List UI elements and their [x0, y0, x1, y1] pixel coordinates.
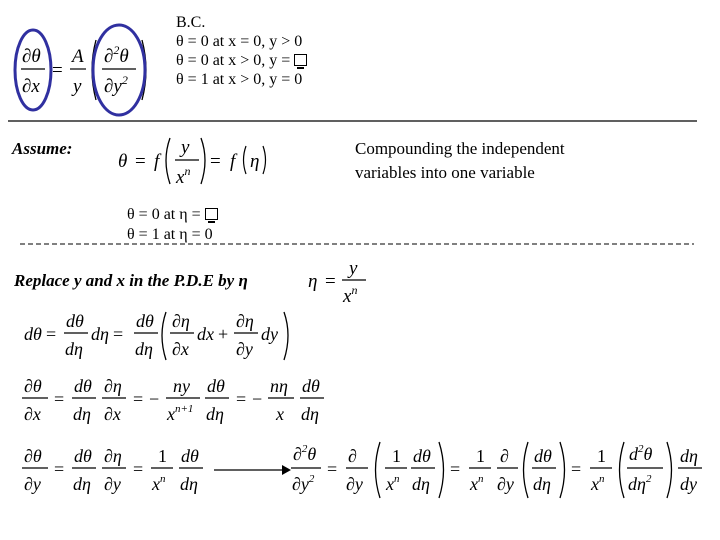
svg-text:∂y2: $\partial y^2$	[292, 473, 315, 494]
bc-title: B.C.	[176, 14, 206, 31]
svg-text:∂x: ∂x	[172, 339, 189, 359]
svg-text:=: =	[54, 389, 65, 409]
svg-text:=: =	[113, 324, 124, 344]
eta-cond-2: θ = 1 at η = 0	[127, 226, 213, 243]
svg-text:∂2θ: ∂$^2$θ	[104, 43, 129, 67]
svg-text:=: =	[325, 271, 336, 292]
svg-text:dy: dy	[261, 324, 278, 344]
svg-text:−: −	[149, 389, 160, 409]
svg-text:∂y: ∂y	[346, 474, 363, 494]
svg-text:∂: ∂	[348, 446, 357, 466]
note-line-1: Compounding the independent	[355, 139, 565, 158]
svg-text:dη: dη	[73, 474, 91, 494]
svg-text:dθ: dθ	[66, 311, 84, 331]
svg-text:−: −	[252, 389, 263, 409]
svg-text:dη: dη	[533, 474, 551, 494]
svg-text:dθ: dθ	[413, 446, 431, 466]
svg-text:1: 1	[476, 446, 485, 466]
svg-text:xn: $x^n$	[176, 164, 191, 188]
svg-text:=: =	[52, 60, 63, 81]
pde-equation	[15, 25, 146, 115]
replace-text: Replace y and x in the P.D.E by η	[14, 271, 248, 290]
svg-text:ny: ny	[173, 376, 190, 396]
svg-text:dη: dη	[206, 404, 224, 424]
svg-text:d2θ: $d^2\theta$	[629, 443, 653, 464]
x-derivative-equation	[22, 376, 324, 424]
svg-text:=: =	[46, 324, 57, 344]
assume-equation	[118, 137, 266, 188]
svg-text:=: =	[133, 459, 144, 479]
svg-text:f: f	[230, 151, 236, 172]
svg-text:xn: $x^n$	[152, 473, 166, 494]
svg-text:=: =	[236, 389, 247, 409]
svg-text:∂y: ∂y	[497, 474, 514, 494]
svg-text:∂η: ∂η	[236, 311, 254, 331]
svg-text:dx: dx	[197, 324, 214, 344]
svg-text:∂η: ∂η	[104, 376, 122, 396]
bc-line-1: θ = 0 at x = 0, y > 0	[176, 33, 303, 50]
svg-text:dθ: dθ	[181, 446, 199, 466]
bc-line-3: θ = 1 at x > 0, y = 0	[176, 71, 303, 88]
svg-text:dθ: dθ	[534, 446, 552, 466]
svg-text:x: x	[276, 404, 284, 424]
svg-text:+: +	[218, 324, 229, 344]
svg-text:∂x: ∂x	[104, 404, 121, 424]
svg-text:xn: $x^n$	[470, 473, 484, 494]
svg-text:xn+1: $x^{n+1}$	[167, 403, 194, 424]
svg-text:=: =	[133, 389, 144, 409]
svg-text:∂θ: ∂θ	[24, 446, 42, 466]
svg-text:=: =	[135, 151, 146, 172]
svg-text:∂2θ: ∂$^2$θ	[293, 443, 317, 464]
svg-text:∂η: ∂η	[172, 311, 190, 331]
svg-text:∂y: ∂y	[236, 339, 253, 359]
svg-text:η: η	[308, 271, 318, 292]
svg-text:∂η: ∂η	[104, 446, 122, 466]
svg-text:dθ: dθ	[302, 376, 320, 396]
svg-text:=: =	[54, 459, 65, 479]
svg-text:y: y	[181, 137, 190, 158]
svg-text:dθ: dθ	[136, 311, 154, 331]
svg-text:∂θ: ∂θ	[24, 376, 42, 396]
svg-text:dθ: dθ	[24, 324, 42, 344]
svg-text:η: η	[250, 151, 260, 172]
svg-text:=: =	[327, 459, 338, 479]
svg-text:dη: dη	[73, 404, 91, 424]
svg-text:dη: dη	[680, 446, 698, 466]
svg-text:dθ: dθ	[74, 376, 92, 396]
svg-text:∂x: ∂x	[24, 404, 41, 424]
svg-text:dθ: dθ	[207, 376, 225, 396]
svg-text:dη: dη	[65, 339, 83, 359]
svg-text:∂x: ∂x	[22, 76, 40, 97]
circle-highlight-left	[15, 30, 51, 110]
svg-text:=: =	[571, 459, 582, 479]
svg-text:y: y	[73, 76, 82, 97]
svg-text:y: y	[349, 258, 358, 279]
svg-text:dη: dη	[412, 474, 430, 494]
svg-text:dy: dy	[680, 474, 697, 494]
assume-label: Assume:	[12, 139, 73, 158]
svg-text:1: 1	[597, 446, 606, 466]
svg-text:∂y: ∂y	[24, 474, 41, 494]
svg-text:dη: dη	[91, 324, 109, 344]
y-derivative-equation	[22, 442, 702, 498]
svg-text:f: f	[154, 151, 160, 172]
svg-text:xn: $x^n$	[386, 473, 400, 494]
svg-text:dη: dη	[135, 339, 153, 359]
svg-text:1: 1	[158, 446, 167, 466]
svg-text:=: =	[450, 459, 461, 479]
svg-text:1: 1	[392, 446, 401, 466]
svg-text:∂: ∂	[500, 446, 509, 466]
svg-text:A: A	[72, 46, 84, 67]
svg-text:dη: dη	[180, 474, 198, 494]
note-line-2: variables into one variable	[355, 163, 535, 182]
eta-definition	[308, 258, 366, 307]
svg-text:xn: $x^n$	[591, 473, 605, 494]
svg-text:θ: θ	[118, 151, 128, 172]
svg-text:dθ: dθ	[74, 446, 92, 466]
svg-text:nη: nη	[270, 376, 288, 396]
circle-highlight-right	[93, 25, 145, 115]
svg-text:xn: $x^n$	[343, 283, 358, 307]
svg-text:dη: dη	[301, 404, 319, 424]
svg-text:=: =	[210, 151, 221, 172]
eta-cond-1: θ = 0 at η =	[127, 206, 201, 223]
svg-text:∂y: ∂y	[104, 474, 121, 494]
svg-text:∂θ: ∂θ	[22, 46, 41, 67]
bc-line-2: θ = 0 at x > 0, y =	[176, 52, 291, 69]
svg-text:∂y2: $\partial y^2$	[104, 73, 128, 97]
total-differential-equation	[24, 311, 288, 360]
svg-text:dη2: $d\eta^2$	[628, 473, 652, 494]
